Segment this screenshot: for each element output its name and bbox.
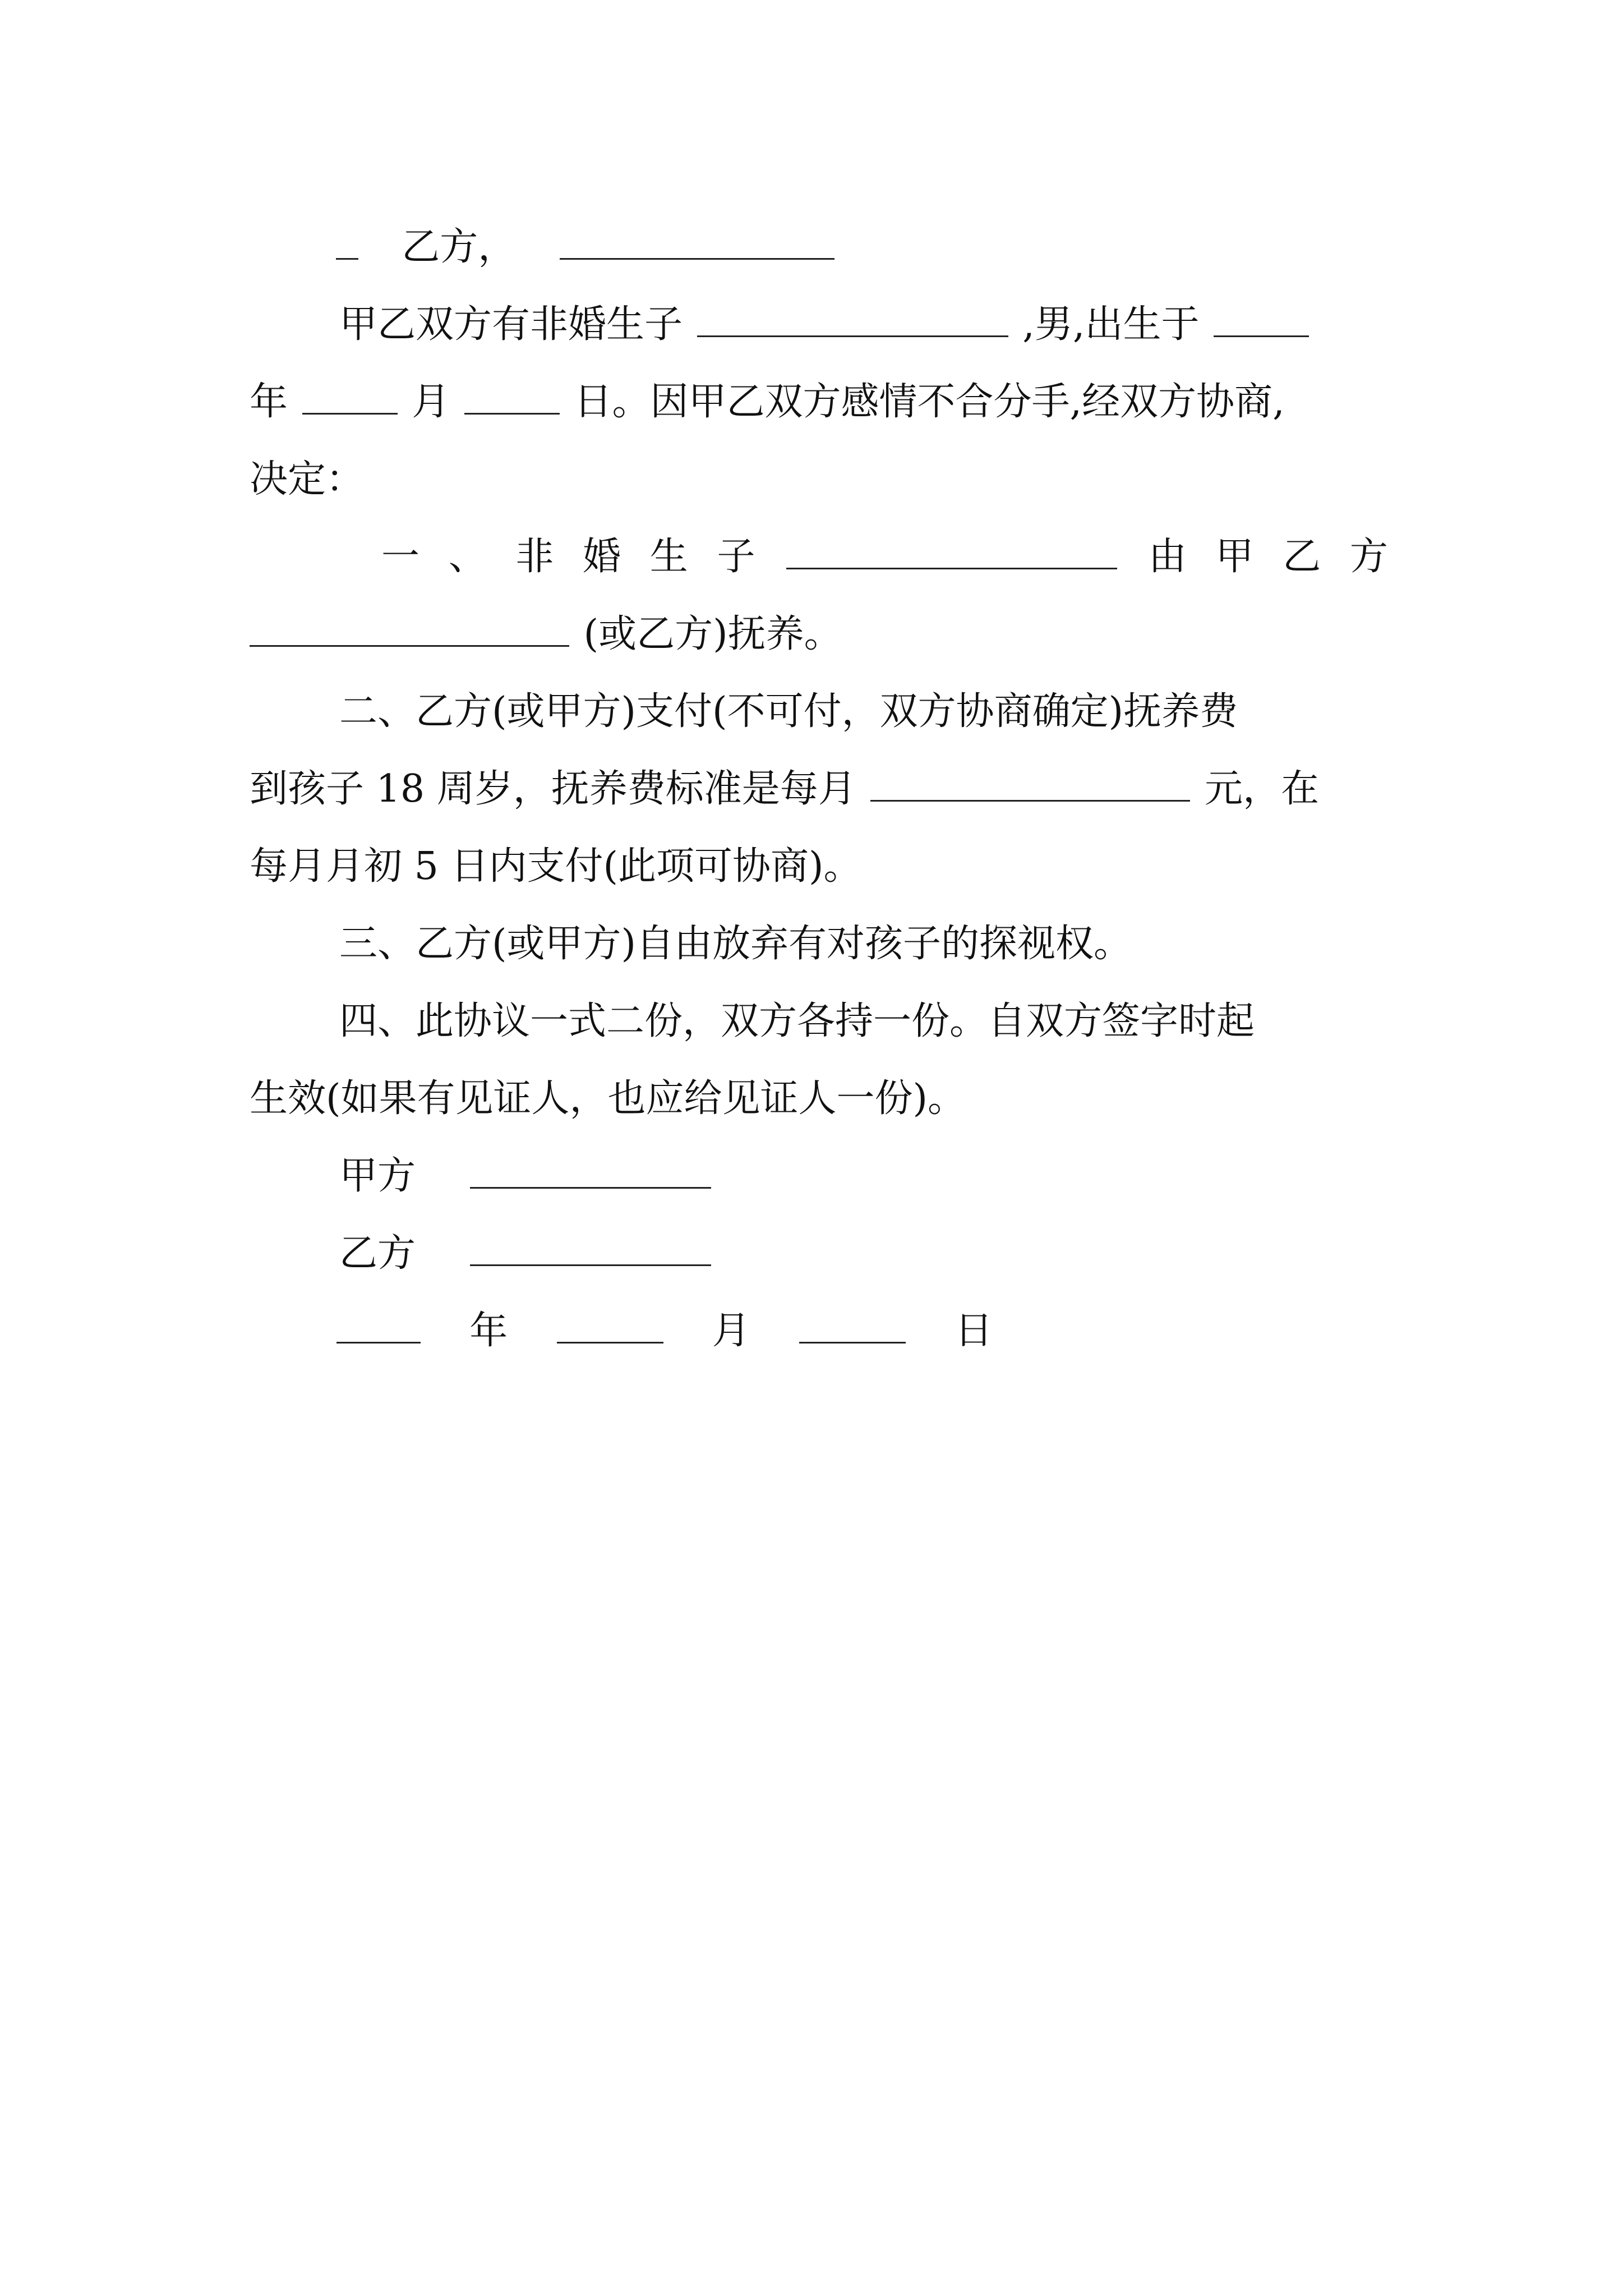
party-a-label: 甲方 xyxy=(339,1154,416,1198)
leading-blank[interactable] xyxy=(336,224,358,260)
sign-month-label: 月 xyxy=(712,1309,750,1353)
clause4-text-2: 生效(如果有见证人，也应给见证人一份)。 xyxy=(250,1076,966,1121)
clause1-char: 生 xyxy=(649,535,688,579)
party-b-sign-label: 乙方 xyxy=(339,1231,416,1276)
party-a-signature-line xyxy=(339,1138,1388,1215)
para1-line2 xyxy=(250,364,1388,441)
party-b-line xyxy=(334,209,1472,286)
birth-day-blank[interactable] xyxy=(464,379,560,415)
clause1-text-2: (或乙方)抚养。 xyxy=(583,612,842,656)
sign-month-blank[interactable] xyxy=(557,1308,663,1343)
clause1-char: 婚 xyxy=(583,535,621,579)
para1-line1 xyxy=(339,286,1388,364)
monthly-amount-blank[interactable] xyxy=(870,766,1190,802)
para1-month-label: 月 xyxy=(412,380,450,424)
clause1-line2 xyxy=(250,596,1388,673)
para1-text-1: 甲乙双方有非婚生子 xyxy=(339,302,683,347)
para1-line3 xyxy=(250,441,1388,518)
clause2-text-4: 每月月初 5 日内支付(此项可协商)。 xyxy=(250,844,862,889)
birth-year-blank[interactable] xyxy=(1214,301,1309,337)
clause1-char: 、 xyxy=(448,535,487,579)
clause3-line1 xyxy=(339,905,1388,983)
party-b-label: 乙方， xyxy=(402,225,517,269)
para1-text-4: 决定： xyxy=(250,457,365,501)
signing-date-line xyxy=(336,1292,1475,1370)
child-name-blank[interactable] xyxy=(697,301,1008,337)
sign-day-label: 日 xyxy=(955,1309,993,1353)
clause2-line1 xyxy=(339,673,1388,751)
party-b-signature-line xyxy=(339,1215,1388,1292)
clause2-text-1: 二、乙方(或甲方)支付(不可付，双方协商确定)抚养费 xyxy=(339,689,1238,734)
clause2-line3 xyxy=(250,828,1388,905)
clause1-char: 非 xyxy=(515,535,554,579)
para1-year-label: 年 xyxy=(250,380,288,424)
party-b-signature-blank[interactable] xyxy=(470,1230,711,1266)
clause1-char: 甲 xyxy=(1215,535,1254,579)
clause4-line1 xyxy=(339,983,1388,1060)
birth-month-blank[interactable] xyxy=(302,379,398,415)
clause2-text-3: 元，在 xyxy=(1205,767,1320,811)
clause4-text-1: 四、此协议一式二份，双方各持一份。自双方签字时起 xyxy=(339,999,1255,1043)
sign-day-blank[interactable] xyxy=(799,1308,906,1343)
clause1-char: 子 xyxy=(717,535,755,579)
party-a-signature-blank[interactable] xyxy=(470,1153,711,1189)
para1-text-3: 日。因甲乙双方感情不合分手,经双方协商, xyxy=(574,380,1285,424)
sign-year-label: 年 xyxy=(469,1309,508,1353)
clause1-char: 乙 xyxy=(1283,535,1321,579)
clause1-char: 方 xyxy=(1349,535,1388,579)
clause1-line1 xyxy=(381,518,1388,596)
custodian-blank[interactable] xyxy=(250,611,569,647)
clause4-line2 xyxy=(250,1060,1388,1138)
clause1-char: 一 xyxy=(381,535,420,579)
party-b-name-blank[interactable] xyxy=(560,224,834,260)
clause2-text-2: 到孩子 18 周岁，抚养费标准是每月 xyxy=(250,767,856,811)
para1-text-2: ,男,出生于 xyxy=(1022,302,1200,347)
clause3-text: 三、乙方(或甲方)自由放弃有对孩子的探视权。 xyxy=(339,922,1132,966)
clause2-line2 xyxy=(250,751,1388,828)
clause1-char: 由 xyxy=(1148,535,1187,579)
sign-year-blank[interactable] xyxy=(336,1308,421,1343)
child-name-blank-2[interactable] xyxy=(786,533,1117,569)
